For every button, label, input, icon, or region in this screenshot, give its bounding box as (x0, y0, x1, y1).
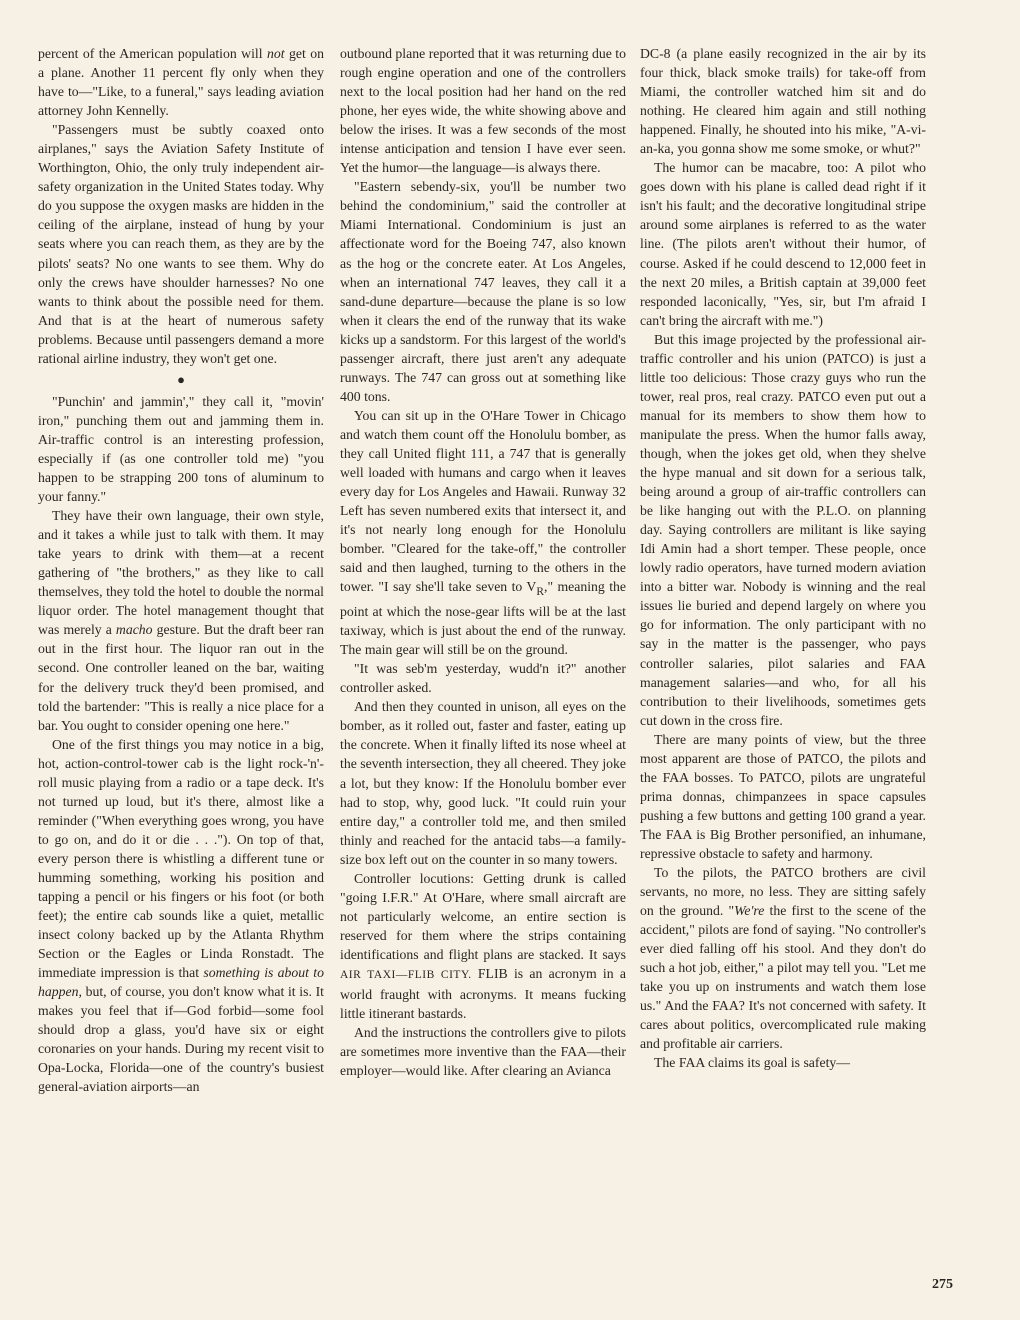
paragraph: One of the first things you may notice in a big, hot, action-control-tower cab is the light rock-'n'-roll music playing from a radio or a tape deck. It's not turned up loud, but it's there, almost like a reminder ("When everything goes wrong, you have to go on, and do it or die . . ."). On top of that, every person there is whistling a different tune or humming something, working his position and tapping a pencil or his fingers or his foot (or both feet); the entire cab sounds like a quiet, metallic insect colony backed up by the Atlanta Rhythm Section or the Eagles or Linda Ronstadt. The immediate impression is that something is about to happen, but, of course, you don't know what it is. It makes you feel that if—God forbid—some fool should drop a glass, you'd have six or eight coronaries on your hands. During my recent visit to Opa-Locka, Florida—one of the country's busiest general-aviation airports—an (38, 736, 324, 1095)
text-column-3 (640, 44, 926, 1073)
paragraph: You can sit up in the O'Hare Tower in Chicago and watch them count off the Honolulu bomber, as they call United flight 111, a 747 that is generally well loaded with humans and cargo when it leaves every day for Los Angeles and Hawaii. Runway 32 Left has seven numbered exits that intersect it, and it's not nearly long enough for the Honolulu bomber. "Cleared for the take-off," the controller said and then laughed, turning to the others in the tower. "I say she'll take seven to $V_R$," meaning the point at which the nose-gear lifts will be at the last taxiway, which is just about the end of the runway. The main gear will still be on the ground. (340, 407, 626, 658)
paragraph: And the instructions the controllers give to pilots are sometimes more inventive than the FAA—their employer—would like. After clearing an Avianca (340, 1025, 626, 1079)
paragraph: To the pilots, the PATCO brothers are civil servants, no more, no less. They are sitting safely on the ground. "We're the first to the scene of the accident," pilots are fond of saying. "No controller's ever died falling off his stool. And they don't do such a hot job, either," a pilot may tell you. "Let me take you up on instruments and watch them lose us." And the FAA? It's not concerned with safety. It cares about politics, overcomplicated rule making and profitable air carriers. (640, 865, 926, 1052)
paragraph: "Passengers must be subtly coaxed onto airplanes," says the Aviation Safety Institute of Worthington, Ohio, the only truly independent air-safety organization in the United States today. Why do you suppose the oxygen masks are hidden in the ceiling of the airplane, instead of hung by your seats where you can reach them, as they are by the pilots' seats? No one wants to see them. Why do only the crews have shoulder harnesses? No one wants to think about the possible need for them. And that is at the heart of numerous safety problems. Because until passengers demand a more rational airline industry, they won't get one. (38, 122, 324, 366)
paragraph: DC-8 (a plane easily recognized in the air by its four thick, black smoke trails) for take-off from Miami, the controller watched him sit and do nothing. He cleared him again and still nothing happened. Finally, he shouted into his mike, "A-vi-an-ka, you gonna show me some smoke, or whut?" (640, 46, 926, 157)
paragraph: But this image projected by the professional air-traffic controller and his union (PATCO) is just a little too delicious: Those crazy guys who run the tower, real pros, real crazy. PATCO even put out a manual for its members to show them how to manipulate the press. When the humor falls away, though, when the jokes get old, when they shelve the hype manual and sit down for a serious talk, being around a group of air-traffic controllers can be like hanging out with the P.L.O. on planning day. Saying controllers are militant is like saying Idi Amin had a short temper. These people, once lowly radio operators, have turned modern aviation into a bitter war. Nobody is winning and the real issues lie buried and depend largely on where you go for information. The only participant with no say in the matter is the passenger, who pays controller salaries, pilot salaries and FAA management salaries—and who, for all his contribution to their livelihoods, sometimes gets cut down in the cross fire. (640, 331, 926, 728)
paragraph: "Eastern sebendy-six, you'll be number two behind the condominium," said the controller at Miami International. Condominium is just an affectionate word for the Boeing 747, also known as the hog or the concrete eater. At Los Angeles, when an international 747 leaves, they call it a sand-dune departure—because the plane is so low when it clears the end of the runway that its wake kicks up a sandstorm. For this largest of the world's passenger aircraft, there just aren't any adequate runways. The 747 can gross out at something like 400 tons. (340, 179, 626, 404)
paragraph: percent of the American population will not get on a plane. Another 11 percent fly only when they have to—"Like, to a funeral," says leading aviation attorney John Kennelly. (38, 46, 324, 119)
paragraph: And then they counted in unison, all eyes on the bomber, as it rolled out, faster and faster, eating up the concrete. When it finally lifted its nose wheel at the seventh intersection, they all cheered. They joke a lot, but they know: If the Honolulu bomber ever had to stop, why, good luck. "It could ruin your entire day," a controller told me, and then smiled thinly and reached for the antacid tabs—a family-size box left out on the counter in so many towers. (340, 699, 626, 867)
paragraph: There are many points of view, but the three most apparent are those of PATCO, the pilots and the FAA bosses. To PATCO, pilots are ungrateful prima donnas, chimpanzees in space capsules pushing a few buttons and getting 100 grand a year. The FAA is Big Brother personified, an inhumane, repressive obstacle to safety and harmony. (640, 731, 926, 861)
section-break-bullet: ● (177, 371, 185, 387)
paragraph: They have their own language, their own style, and it takes a while just to talk with them. It may take years to drink with them—at a recent gathering of "the brothers," as they like to call themselves, they told the hotel to double the normal liquor order. The hotel management thought that was merely a macho gesture. But the draft beer ran out in the first hour. The liquor ran out in the second. One controller leaned on the bar, waiting for the delivery truck they'd been promised, and told the bartender: "This is really a nice place for a bar. You ought to consider opening one here." (38, 508, 324, 733)
paragraph: The FAA claims its goal is safety— (654, 1055, 851, 1071)
paragraph: outbound plane reported that it was returning due to rough engine operation and one of the controllers next to the local position had her hand on the red phone, her eyes wide, the white showing above and below the irises. It was a few seconds of the most intense anticipation and tension I have ever seen. Yet the humor—the language—is always there. (340, 46, 626, 176)
paragraph: Controller locutions: Getting drunk is called "going I.F.R." At O'Hare, where small aircraft are not particularly welcome, an entire section is reserved for them where the strips containing identifications and flight plans are stacked. It says AIR TAXI—FLIB CITY. FLIB is an acronym in a world fraught with acronyms. It means fucking little itinerant bastards. (340, 870, 626, 1022)
text-column-2 (340, 44, 626, 1080)
text-column-1 (38, 44, 324, 1097)
page-number: 275 (932, 1277, 953, 1292)
paragraph: "Punchin' and jammin'," they call it, "movin' iron," punching them out and jamming them in. Air-traffic control is an interesting profession, especially if (as one controller told me) "you happen to be strapping 200 tons of aluminum to your fanny." (38, 393, 324, 505)
paragraph: The humor can be macabre, too: A pilot who goes down with his plane is called dead right if it isn't his fault; and the decorative longitudinal stripe around some airplanes is referred to as the water line. (The pilots aren't without their humor, of course. Asked if he could descend to 12,000 feet in the next 20 miles, a British captain at 39,000 feet responded laconically, "Yes, sir, but I'm afraid I can't bring the aircraft with me.") (640, 160, 926, 328)
paragraph: "It was seb'm yesterday, wudd'n it?" another controller asked. (340, 661, 626, 696)
